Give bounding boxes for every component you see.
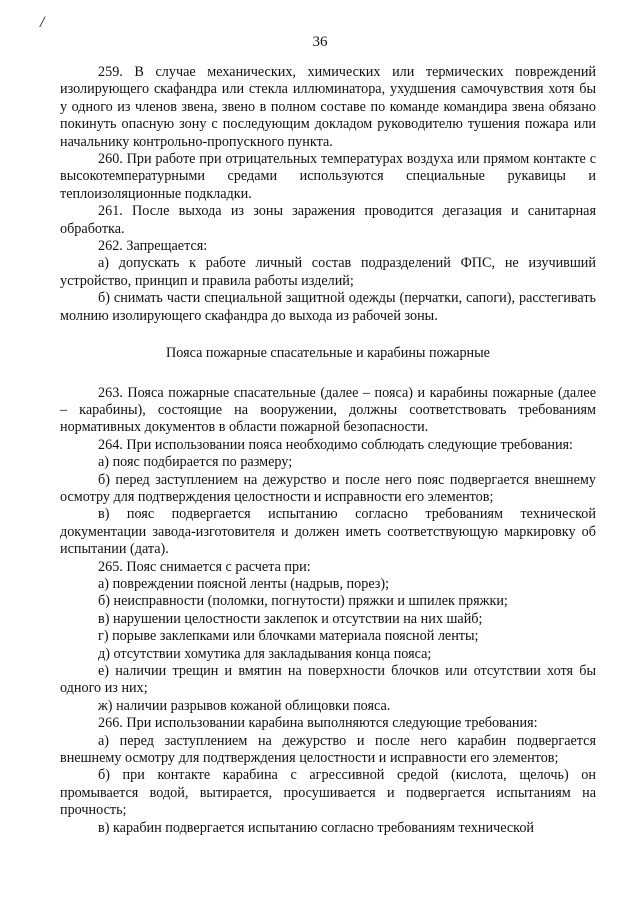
paragraph-266-a: а) перед заступлением на дежурство и после него карабин подвергается внешнему осмотру для подтверждения целостности и исправности его элементов; bbox=[60, 732, 596, 767]
document-body bbox=[60, 64, 596, 837]
page-number: 36 bbox=[312, 34, 328, 50]
paragraph-265-g: г) порыве заклепками или блочками материала поясной ленты; bbox=[98, 628, 479, 645]
paragraph-264: 264. При использовании пояса необходимо соблюдать следующие требования: bbox=[98, 436, 574, 453]
paragraph-264-b: б) перед заступлением на дежурство и после него пояс подвергается внешнему осмотру для подтверждения целостности и исправности его элементов; bbox=[60, 471, 596, 505]
paragraph-265-e: е) наличии трещин и вмятин на поверхности блочков или отсутствии хотя бы одного из них; bbox=[60, 663, 596, 697]
paragraph-266-v: в) карабин подвергается испытанию согласно требованиям технической bbox=[98, 819, 535, 836]
paragraph-259: 259. В случае механических, химических или термических повреждений изолирующего скафандра или стекла иллюминатора, ухудшения самочувствия хотя бы у одного из членов звена, звено в полном составе по команде командира звена обязано покинуть опасную зону с последующим докладом руководителю тушения пожара или начальнику контрольно-пропускного пункта. bbox=[60, 64, 596, 150]
paragraph-262-b: б) снимать части специальной защитной одежды (перчатки, сапоги), расстегивать молнию изолирующего скафандра до выхода из рабочей зоны. bbox=[60, 290, 596, 324]
paragraph-264-a: а) пояс подбирается по размеру; bbox=[98, 454, 293, 471]
section-heading: Пояса пожарные спасательные и карабины пожарные bbox=[166, 345, 490, 362]
paragraph-265-v: в) нарушении целостности заклепок и отсутствии на них шайб; bbox=[98, 610, 483, 627]
paragraph-262: 262. Запрещается: bbox=[98, 238, 208, 255]
paragraph-265-zh: ж) наличии разрывов кожаной облицовки пояса. bbox=[98, 697, 391, 714]
paragraph-263: 263. Пояса пожарные спасательные (далее – пояса) и карабины пожарные (далее – карабины), состоящие на вооружении, должны соответствовать требованиям нормативных документов в области пожарной безопасности. bbox=[60, 384, 596, 436]
paragraph-266: 266. При использовании карабина выполняются следующие требования: bbox=[98, 715, 538, 732]
paragraph-261: 261. После выхода из зоны заражения проводится дегазация и санитарная обработка. bbox=[60, 203, 596, 237]
paragraph-264-v: в) пояс подвергается испытанию согласно требованиям технической документации завода-изготовителя и должен иметь соответствующую маркировку об испытании (дата). bbox=[60, 506, 596, 558]
paragraph-262-a: а) допускать к работе личный состав подразделений ФПС, не изучивший устройство, принцип и правила работы изделий; bbox=[60, 255, 596, 289]
paragraph-265-a: а) повреждении поясной ленты (надрыв, порез); bbox=[98, 575, 390, 592]
paragraph-265: 265. Пояс снимается с расчета при: bbox=[98, 558, 311, 575]
margin-mark: / bbox=[40, 14, 45, 31]
paragraph-265-d: д) отсутствии хомутика для закладывания конца пояса; bbox=[98, 645, 432, 662]
paragraph-265-b: б) неисправности (поломки, погнутости) пряжки и шпилек пряжки; bbox=[98, 593, 508, 610]
paragraph-260: 260. При работе при отрицательных температурах воздуха или прямом контакте с высокотемпературными средами используются специальные рукавицы и теплоизоляционные подкладки. bbox=[60, 151, 596, 202]
paragraph-266-b: б) при контакте карабина с агрессивной средой (кислота, щелочь) он промывается водой, вытирается, просушивается и подвергается испытаниям на прочность; bbox=[60, 767, 596, 819]
